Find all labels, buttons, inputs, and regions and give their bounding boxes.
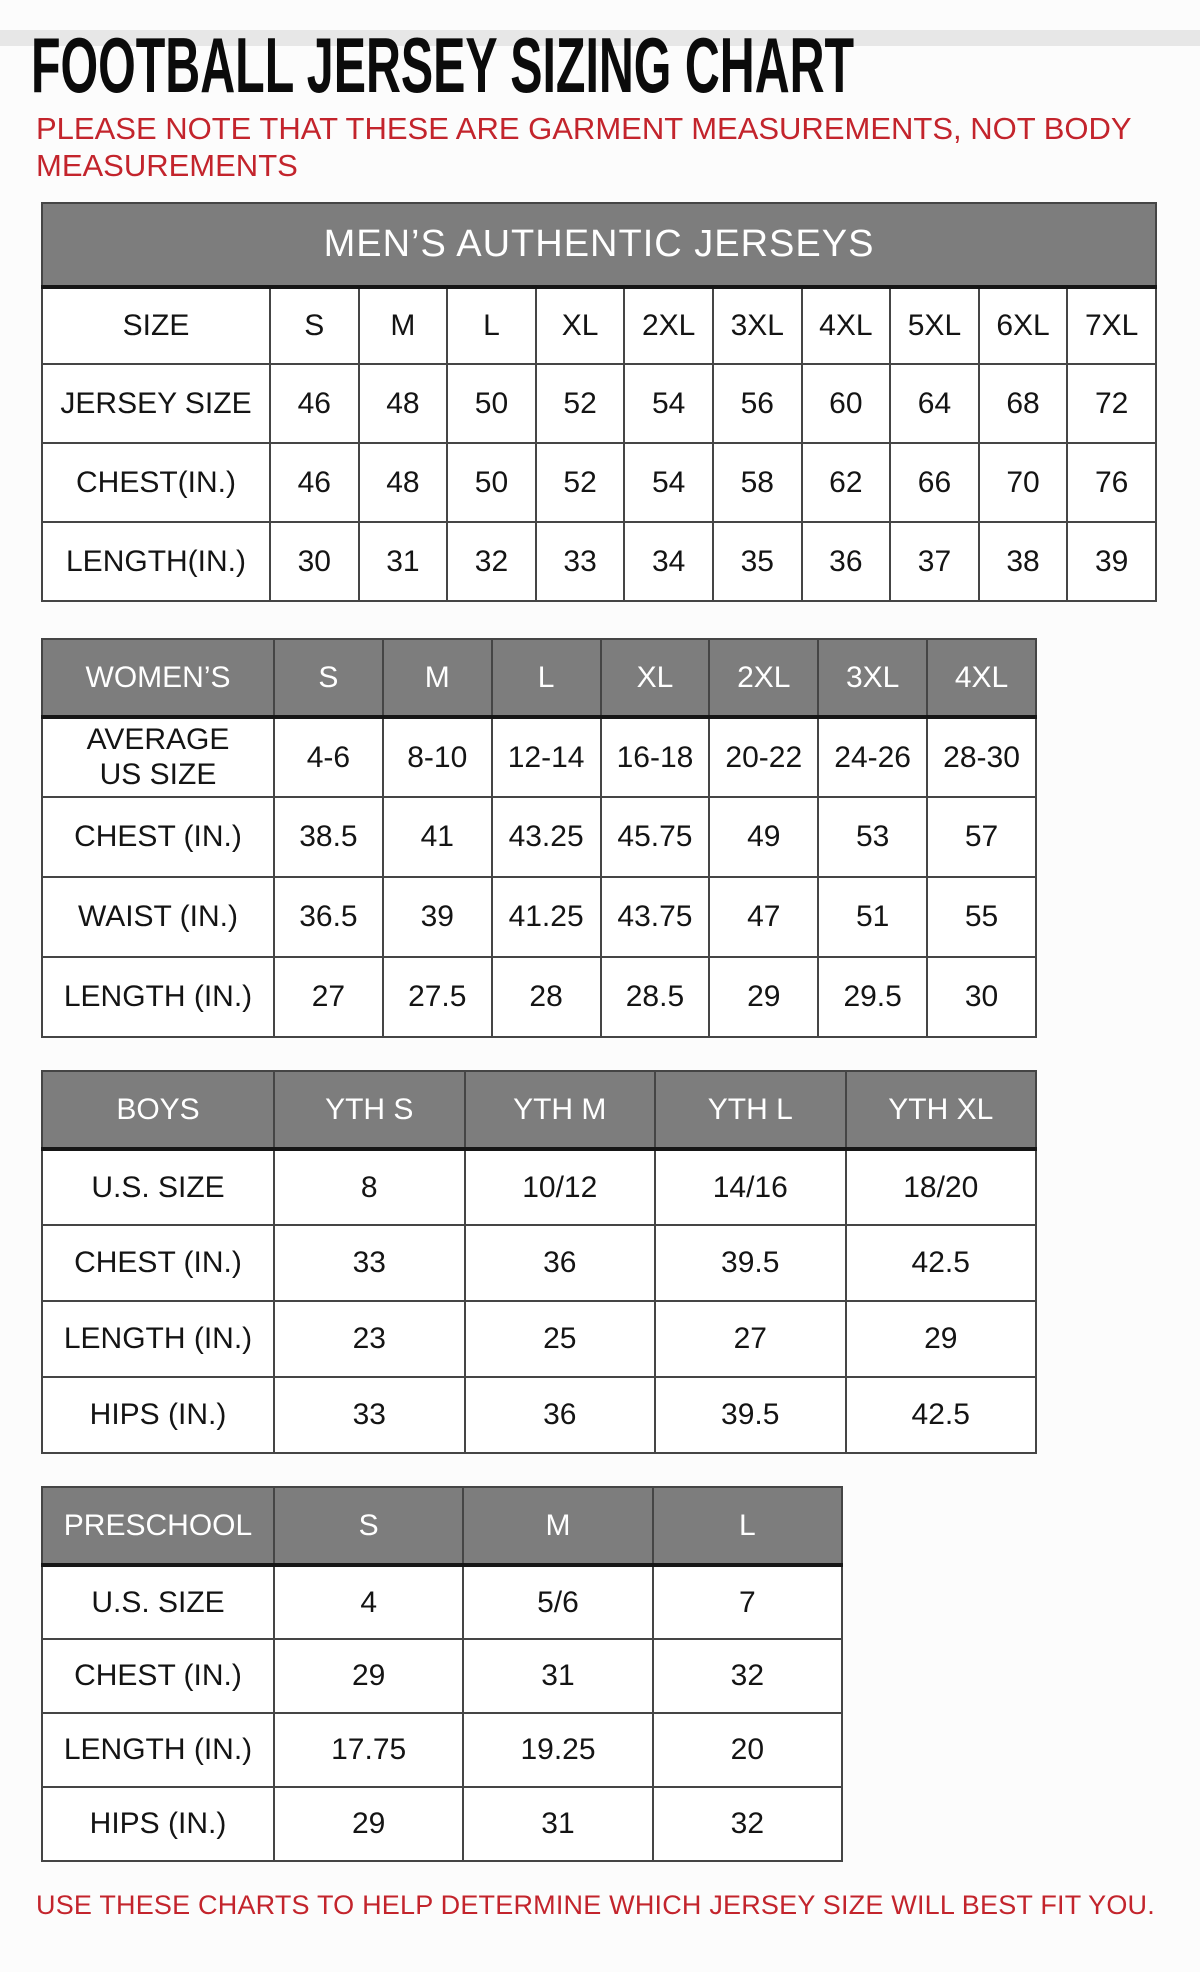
value-cell: 70 (979, 443, 1068, 522)
row-label-cell: HIPS (IN.) (42, 1787, 274, 1861)
value-cell: 46 (270, 364, 359, 443)
value-cell: 29 (274, 1639, 463, 1713)
value-cell: 31 (463, 1787, 652, 1861)
table-row (42, 957, 1036, 1037)
size-header-cell: 3XL (818, 639, 927, 717)
value-cell: 39 (383, 877, 492, 957)
value-cell: 30 (927, 957, 1036, 1037)
value-cell: 33 (274, 1377, 465, 1453)
value-cell: 29 (846, 1301, 1037, 1377)
table-row (42, 287, 1156, 364)
value-cell: 68 (979, 364, 1068, 443)
size-header-cell: YTH XL (846, 1071, 1037, 1149)
value-cell: 31 (463, 1639, 652, 1713)
value-cell: 18/20 (846, 1149, 1037, 1225)
page-title: FOOTBALL JERSEY SIZING CHART (31, 21, 855, 109)
value-cell: 39 (1067, 522, 1156, 601)
size-header-cell: M (463, 1487, 652, 1565)
value-cell: 30 (270, 522, 359, 601)
size-header-cell: 2XL (709, 639, 818, 717)
value-cell: 32 (653, 1787, 842, 1861)
value-cell: 39.5 (655, 1225, 846, 1301)
value-cell: 48 (359, 364, 448, 443)
row-label-cell: CHEST (IN.) (42, 1225, 274, 1301)
table-row (42, 797, 1036, 877)
value-cell: 45.75 (601, 797, 710, 877)
value-cell: 35 (713, 522, 802, 601)
table-row (42, 717, 1036, 797)
value-cell: 8 (274, 1149, 465, 1225)
row-label-cell: LENGTH (IN.) (42, 957, 274, 1037)
value-cell: 56 (713, 364, 802, 443)
size-header-cell: L (492, 639, 601, 717)
value-cell: 60 (802, 364, 891, 443)
value-cell: 46 (270, 443, 359, 522)
value-cell: 31 (359, 522, 448, 601)
size-header-cell: 4XL (802, 287, 891, 364)
value-cell: 48 (359, 443, 448, 522)
table-row (42, 1225, 1036, 1301)
value-cell: 29 (709, 957, 818, 1037)
value-cell: 41 (383, 797, 492, 877)
womens-table-title: WOMEN’S (42, 639, 274, 717)
garment-measurements-note: PLEASE NOTE THAT THESE ARE GARMENT MEASUREMENTS, NOT BODY MEASUREMENTS (36, 110, 1132, 183)
value-cell: 72 (1067, 364, 1156, 443)
size-header-cell: M (359, 287, 448, 364)
row-label-cell: HIPS (IN.) (42, 1377, 274, 1453)
value-cell: 38 (979, 522, 1068, 601)
size-header-cell: L (447, 287, 536, 364)
mens-sizing-table (41, 202, 1157, 602)
value-cell: 33 (274, 1225, 465, 1301)
row-label-cell: CHEST(IN.) (42, 443, 270, 522)
value-cell: 34 (624, 522, 713, 601)
preschool-table-title: PRESCHOOL (42, 1487, 274, 1565)
value-cell: 54 (624, 364, 713, 443)
size-header-cell: YTH S (274, 1071, 465, 1149)
size-header-cell: L (653, 1487, 842, 1565)
value-cell: 54 (624, 443, 713, 522)
value-cell: 52 (536, 443, 625, 522)
value-cell: 27 (655, 1301, 846, 1377)
table-header-row (42, 1487, 842, 1565)
size-header-cell: S (274, 639, 383, 717)
value-cell: 27.5 (383, 957, 492, 1037)
row-label-cell (42, 717, 274, 797)
table-header-row (42, 639, 1036, 717)
row-label-cell: LENGTH (IN.) (42, 1301, 274, 1377)
row-label-cell: SIZE (42, 287, 270, 364)
womens-sizing-table (41, 638, 1037, 1038)
value-cell: 55 (927, 877, 1036, 957)
value-cell: 66 (890, 443, 979, 522)
value-cell: 62 (802, 443, 891, 522)
value-cell: 50 (447, 443, 536, 522)
value-cell: 50 (447, 364, 536, 443)
value-cell: 36.5 (274, 877, 383, 957)
value-cell: 4-6 (274, 717, 383, 797)
table-row (42, 1301, 1036, 1377)
value-cell: 28-30 (927, 717, 1036, 797)
value-cell: 7 (653, 1565, 842, 1639)
value-cell: 58 (713, 443, 802, 522)
row-label-cell: CHEST (IN.) (42, 797, 274, 877)
table-row (42, 1377, 1036, 1453)
table-row (42, 364, 1156, 443)
value-cell: 20-22 (709, 717, 818, 797)
table-row (42, 877, 1036, 957)
value-cell: 16-18 (601, 717, 710, 797)
value-cell: 23 (274, 1301, 465, 1377)
size-header-cell: 7XL (1067, 287, 1156, 364)
value-cell: 10/12 (465, 1149, 656, 1225)
value-cell: 51 (818, 877, 927, 957)
value-cell: 17.75 (274, 1713, 463, 1787)
table-row (42, 522, 1156, 601)
value-cell: 12-14 (492, 717, 601, 797)
footer-note: USE THESE CHARTS TO HELP DETERMINE WHICH JERSEY SIZE WILL BEST FIT YOU. (36, 1890, 1155, 1921)
value-cell: 27 (274, 957, 383, 1037)
value-cell: 29 (274, 1787, 463, 1861)
value-cell: 36 (802, 522, 891, 601)
value-cell: 42.5 (846, 1225, 1037, 1301)
preschool-sizing-table (41, 1486, 843, 1862)
size-header-cell: YTH L (655, 1071, 846, 1149)
value-cell: 43.25 (492, 797, 601, 877)
value-cell: 8-10 (383, 717, 492, 797)
value-cell: 41.25 (492, 877, 601, 957)
value-cell: 28.5 (601, 957, 710, 1037)
value-cell: 19.25 (463, 1713, 652, 1787)
row-label-cell: CHEST (IN.) (42, 1639, 274, 1713)
table-row (42, 1565, 842, 1639)
size-header-cell: S (274, 1487, 463, 1565)
table-header-row (42, 1071, 1036, 1149)
table-row (42, 1639, 842, 1713)
row-label-cell: LENGTH (IN.) (42, 1713, 274, 1787)
row-label-cell: U.S. SIZE (42, 1149, 274, 1225)
row-label-cell: JERSEY SIZE (42, 364, 270, 443)
value-cell: 42.5 (846, 1377, 1037, 1453)
boys-sizing-table (41, 1070, 1037, 1454)
row-label-text: AVERAGE US SIZE (86, 723, 230, 791)
table-row (42, 1149, 1036, 1225)
value-cell: 43.75 (601, 877, 710, 957)
value-cell: 25 (465, 1301, 656, 1377)
value-cell: 52 (536, 364, 625, 443)
value-cell: 32 (447, 522, 536, 601)
row-label-cell: WAIST (IN.) (42, 877, 274, 957)
mens-table-title: MEN’S AUTHENTIC JERSEYS (42, 203, 1156, 287)
value-cell: 37 (890, 522, 979, 601)
size-header-cell: S (270, 287, 359, 364)
row-label-cell: U.S. SIZE (42, 1565, 274, 1639)
size-header-cell: M (383, 639, 492, 717)
value-cell: 49 (709, 797, 818, 877)
size-header-cell: 4XL (927, 639, 1036, 717)
value-cell: 57 (927, 797, 1036, 877)
size-header-cell: 3XL (713, 287, 802, 364)
value-cell: 20 (653, 1713, 842, 1787)
value-cell: 47 (709, 877, 818, 957)
value-cell: 36 (465, 1225, 656, 1301)
size-header-cell: 2XL (624, 287, 713, 364)
value-cell: 5/6 (463, 1565, 652, 1639)
value-cell: 53 (818, 797, 927, 877)
boys-table-title: BOYS (42, 1071, 274, 1149)
value-cell: 32 (653, 1639, 842, 1713)
value-cell: 14/16 (655, 1149, 846, 1225)
value-cell: 4 (274, 1565, 463, 1639)
table-row (42, 1787, 842, 1861)
row-label-cell: LENGTH(IN.) (42, 522, 270, 601)
value-cell: 38.5 (274, 797, 383, 877)
table-header-row (42, 203, 1156, 287)
value-cell: 28 (492, 957, 601, 1037)
value-cell: 24-26 (818, 717, 927, 797)
value-cell: 33 (536, 522, 625, 601)
size-header-cell: 6XL (979, 287, 1068, 364)
size-header-cell: YTH M (465, 1071, 656, 1149)
size-header-cell: XL (536, 287, 625, 364)
size-header-cell: 5XL (890, 287, 979, 364)
value-cell: 64 (890, 364, 979, 443)
value-cell: 76 (1067, 443, 1156, 522)
value-cell: 36 (465, 1377, 656, 1453)
value-cell: 29.5 (818, 957, 927, 1037)
table-row (42, 443, 1156, 522)
size-header-cell: XL (601, 639, 710, 717)
value-cell: 39.5 (655, 1377, 846, 1453)
table-row (42, 1713, 842, 1787)
